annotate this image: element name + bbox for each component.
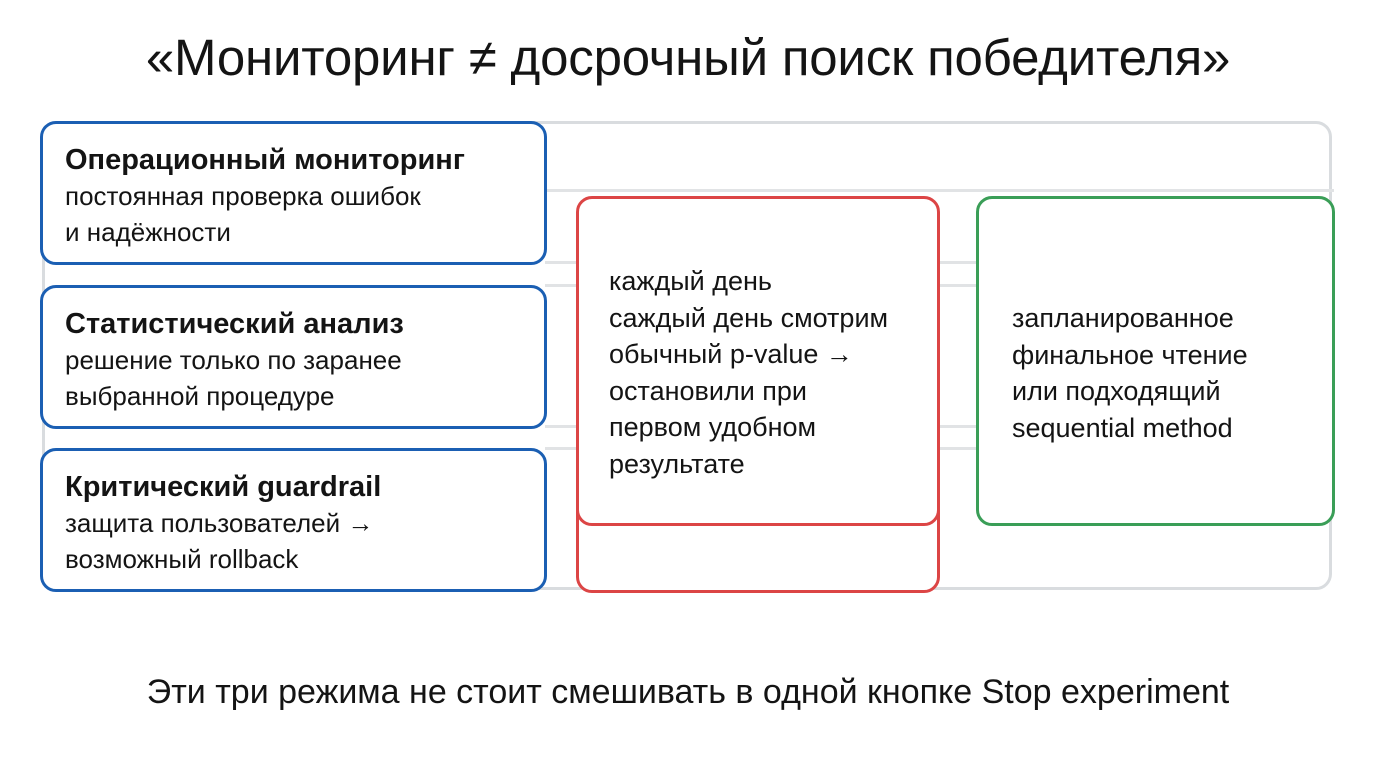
right-approach-text: запланированное финальное чтение или подходящий sequential method bbox=[1012, 303, 1248, 443]
wrong-approach-text: каждый день саждый день смотрим обычный p-value → остановили при первом удобном результате bbox=[609, 266, 889, 479]
mode-description: решение только по заранее выбранной процедуре bbox=[65, 345, 402, 411]
mode-statistical-analysis bbox=[40, 285, 547, 429]
wrong-approach-box bbox=[576, 196, 940, 526]
mode-critical-guardrail bbox=[40, 448, 547, 592]
right-approach-box bbox=[976, 196, 1335, 526]
footer-caption: Эти три режима не стоит смешивать в одной кнопке Stop experiment bbox=[146, 673, 1230, 711]
mode-title: Операционный мониторинг bbox=[65, 144, 465, 176]
mode-title: Критический guardrail bbox=[65, 471, 382, 503]
mode-operational-monitoring bbox=[40, 121, 547, 265]
page-title: «Мониторинг ≠ досрочный поиск победителя» bbox=[145, 29, 1231, 86]
connector-line bbox=[545, 189, 1334, 192]
mode-title: Статистический анализ bbox=[65, 308, 404, 340]
mode-description: постоянная проверка ошибок и надёжности bbox=[65, 181, 421, 247]
mode-description: защита пользователей → возможный rollback bbox=[65, 508, 374, 574]
